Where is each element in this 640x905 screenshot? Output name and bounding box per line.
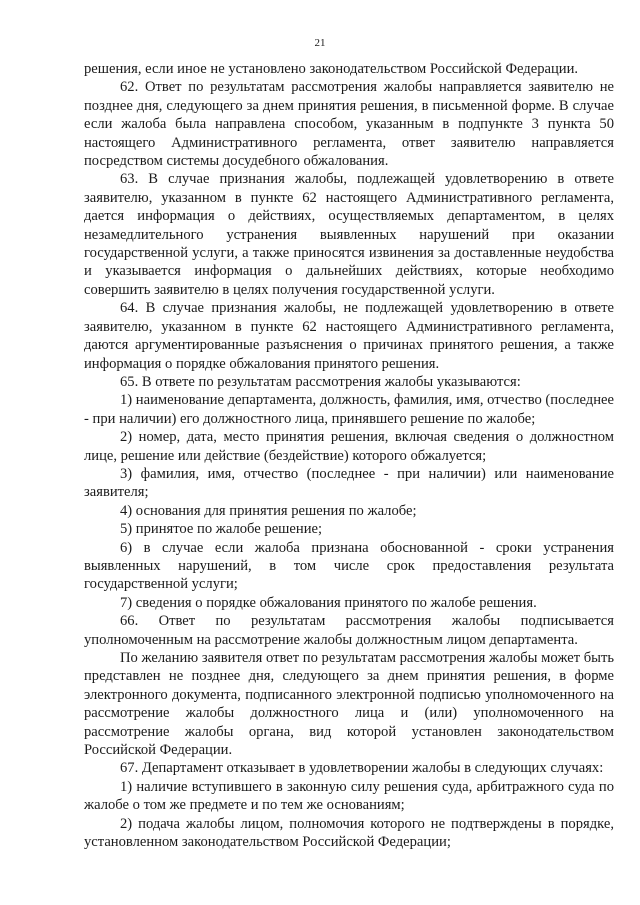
paragraph-66: 66. Ответ по результатам рассмотрения жалобы подписывается уполномоченным на рассмотрение жалобы должностным лицом департамента. <box>84 613 614 648</box>
document-body <box>84 60 614 851</box>
list-item-67-2: 2) подача жалобы лицом, полномочия которого не подтверждены в порядке, установленном законодательством Российской Федерации; <box>84 815 614 851</box>
list-item-67-1: 1) наличие вступившего в законную силу решения суда, арбитражного суда по жалобе о том же предмете и по тем же основаниям; <box>84 778 614 814</box>
list-item-65-6: 6) в случае если жалоба признана обоснованной - сроки устранения выявленных нарушений, в том числе срок предоставления результата государственной услуги; <box>84 539 614 593</box>
page-number: 21 <box>314 37 326 49</box>
paragraph-65: 65. В ответе по результатам рассмотрения жалобы указываются: <box>120 373 521 390</box>
paragraph-63: 63. В случае признания жалобы, подлежащей удовлетворению в ответе заявителю, указанном в пункте 62 настоящего Административного регламента, дается информация о действиях, осуществляемых департаментом, в целях незамедлительного устранения выявленных нарушений при оказании государственной услуги, а также приносятся извинения за доставленные неудобства и указывается информация о дальнейших действиях, которые необходимо совершить заявителю в целях получения государственной услуги. <box>84 171 614 298</box>
paragraph-66-electronic-form: По желанию заявителя ответ по результатам рассмотрения жалобы может быть представлен не позднее дня, следующего за днем принятия решения, в форме электронного документа, подписанного электронной подписью уполномоченного на рассмотрение жалобы должностного лица и (или) уполномоченного на рассмотрение жалобы органа, вид которой установлен законодательством Российской Федерации. <box>84 650 614 759</box>
list-item-65-3: 3) фамилия, имя, отчество (последнее - при наличии) или наименование заявителя; <box>84 465 614 501</box>
list-item-65-4: 4) основания для принятия решения по жалобе; <box>120 502 417 519</box>
list-item-65-2: 2) номер, дата, место принятия решения, включая сведения о должностном лице, решение или действие (бездействие) которого обжалуется; <box>84 429 614 464</box>
paragraph-64: 64. В случае признания жалобы, не подлежащей удовлетворению в ответе заявителю, указанном в пункте 62 настоящего Административного регламента, даются аргументированные разъяснения о причинах принятого решения, а также информация о порядке обжалования принятого решения. <box>84 300 614 372</box>
list-item-65-5: 5) принятое по жалобе решение; <box>120 521 323 538</box>
paragraph-67: 67. Департамент отказывает в удовлетворении жалобы в следующих случаях: <box>120 760 604 777</box>
paragraph-continuation: решения, если иное не установлено законодательством Российской Федерации. <box>84 61 579 77</box>
list-item-65-1: 1) наименование департамента, должность, фамилия, имя, отчество (последнее - при наличии) его должностного лица, принявшего решение по жалобе; <box>84 392 614 427</box>
list-item-65-7: 7) сведения о порядке обжалования принятого по жалобе решения. <box>120 594 537 611</box>
paragraph-62: 62. Ответ по результатам рассмотрения жалобы направляется заявителю не позднее дня, следующего за днем принятия решения, в письменной форме. В случае если жалоба была направлена способом, указанным в подпункте 3 пункта 50 настоящего Административного регламента, ответ заявителю направляется посредством системы досудебного обжалования. <box>84 79 614 170</box>
